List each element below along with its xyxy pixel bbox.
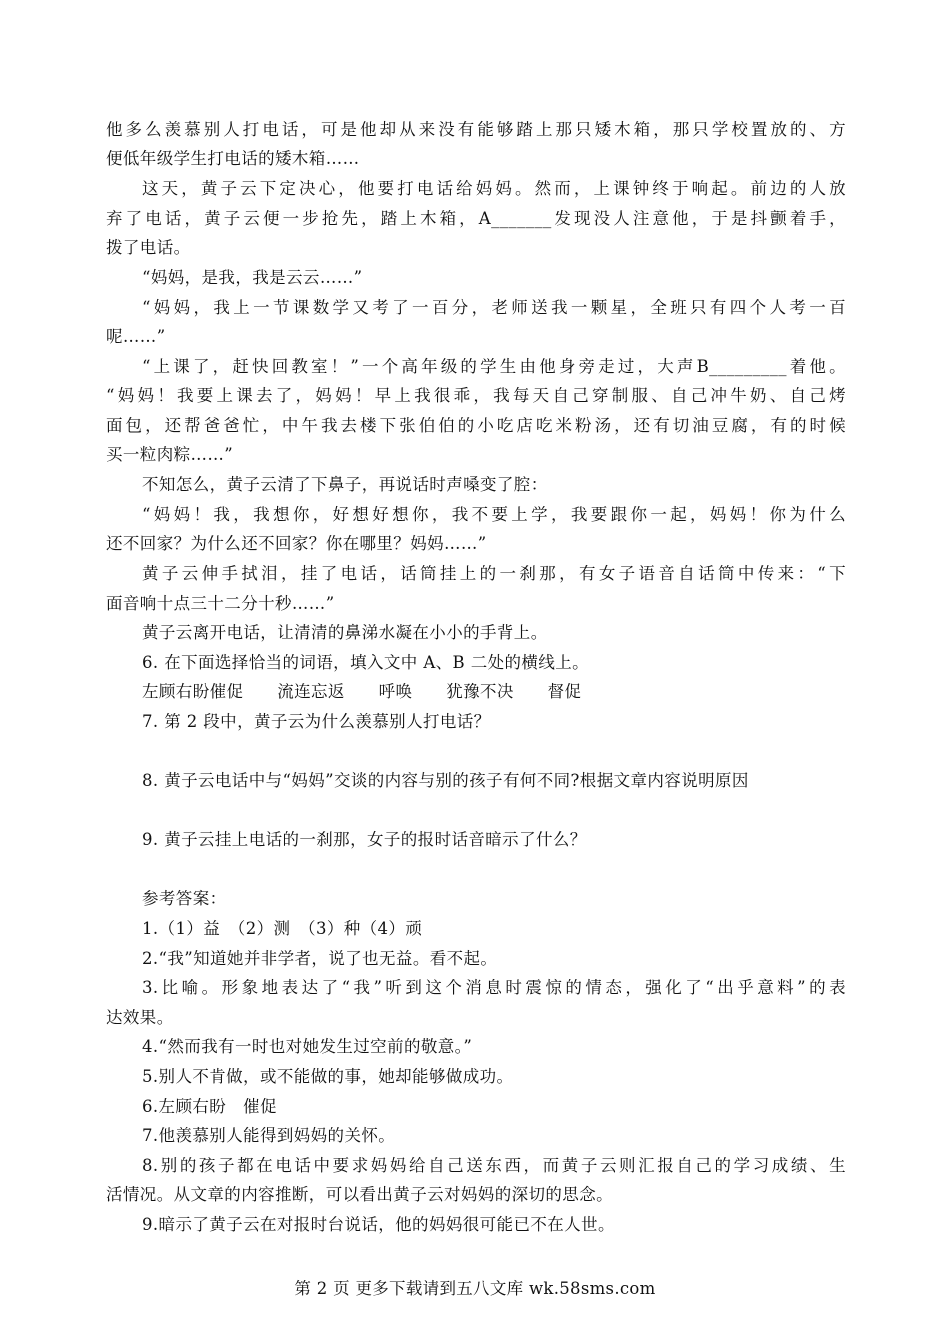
passage-line: 弃了电话，黄子云便一步抢先，踏上木箱，A_______发现没人注意他，于是抖颤着手，: [106, 209, 846, 228]
passage-line: “妈妈，是我，我是云云……”: [142, 268, 363, 287]
question-6: 6. 在下面选择恰当的词语，填入文中 A、B 二处的横线上。: [142, 653, 590, 672]
answer-line: 5.别人不肯做，或不能做的事，她却能够做成功。: [142, 1067, 514, 1086]
passage-line: 他多么羡慕别人打电话，可是他却从来没有能够踏上那只矮木箱，那只学校置放的、方: [106, 120, 846, 139]
passage-line: 还不回家？为什么还不回家？你在哪里？妈妈……”: [106, 534, 487, 553]
answer-line: 7.他羡慕别人能得到妈妈的关怀。: [142, 1126, 396, 1145]
passage-line: 面包，还帮爸爸忙，中午我去楼下张伯伯的小吃店吃米粉汤，还有切油豆腐，有的时候: [106, 416, 846, 435]
passage-line: 买一粒肉粽……”: [106, 445, 234, 464]
question-6-options: 左顾右盼催促 流连忘返 呼唤 犹豫不决 督促: [142, 682, 582, 701]
passage-line: 呢……”: [106, 327, 166, 346]
answers-heading: 参考答案：: [142, 889, 227, 908]
question-8: 8. 黄子云电话中与“妈妈”交谈的内容与别的孩子有何不同?根据文章内容说明原因: [142, 771, 749, 790]
passage-line: 这天，黄子云下定决心，他要打电话给妈妈。然而，上课钟终于响起。前边的人放: [142, 179, 846, 198]
passage-line: 黄子云伸手拭泪，挂了电话，话筒挂上的一刹那，有女子语音自话筒中传来：“下: [142, 564, 846, 583]
page-footer: 第 2 页 更多下载请到五八文库 wk.58sms.com: [294, 1279, 656, 1298]
question-9: 9. 黄子云挂上电话的一刹那，女子的报时话音暗示了什么？: [142, 830, 587, 849]
passage-line: “妈妈！我要上课去了，妈妈！早上我很乖，我每天自己穿制服、自己冲牛奶、自己烤: [106, 386, 846, 405]
answer-line: 活情况。从文章的内容推断，可以看出黄子云对妈妈的深切的思念。: [106, 1185, 613, 1204]
answer-line: 8.别的孩子都在电话中要求妈妈给自己送东西，而黄子云则汇报自己的学习成绩、生: [142, 1156, 846, 1175]
answer-line: 2.“我”知道她并非学者，说了也无益。看不起。: [142, 949, 498, 968]
passage-line: 黄子云离开电话，让清清的鼻涕水凝在小小的手背上。: [142, 623, 548, 642]
passage-line: “妈妈！我，我想你，好想好想你，我不要上学，我要跟你一起，妈妈！你为什么: [142, 505, 846, 524]
passage-line: 不知怎么，黄子云清了下鼻子，再说话时声嗓变了腔：: [142, 475, 548, 494]
passage-line: “上课了，赶快回教室！”一个高年级的学生由他身旁走过，大声B_________着他。: [142, 357, 846, 376]
passage-line: 面音响十点三十二分十秒……”: [106, 594, 335, 613]
answer-line: 3.比喻。形象地表达了“我”听到这个消息时震惊的情态，强化了“出乎意料”的表: [142, 978, 846, 997]
answer-line: 达效果。: [106, 1008, 174, 1027]
answer-line: 9.暗示了黄子云在对报时台说话，他的妈妈很可能已不在人世。: [142, 1215, 615, 1234]
answer-line: 1.（1）益 （2）测 （3）种（4）顽: [142, 919, 423, 938]
answer-line: 6.左顾右盼 催促: [142, 1097, 277, 1116]
passage-line: “妈妈，我上一节课数学又考了一百分，老师送我一颗星，全班只有四个人考一百: [142, 298, 846, 317]
answer-line: 4.“然而我有一时也对她发生过空前的敬意。”: [142, 1037, 473, 1056]
question-7: 7. 第 2 段中，黄子云为什么羡慕别人打电话？: [142, 712, 491, 731]
passage-line: 拨了电话。: [106, 238, 191, 257]
passage-line: 便低年级学生打电话的矮木箱……: [106, 149, 360, 168]
